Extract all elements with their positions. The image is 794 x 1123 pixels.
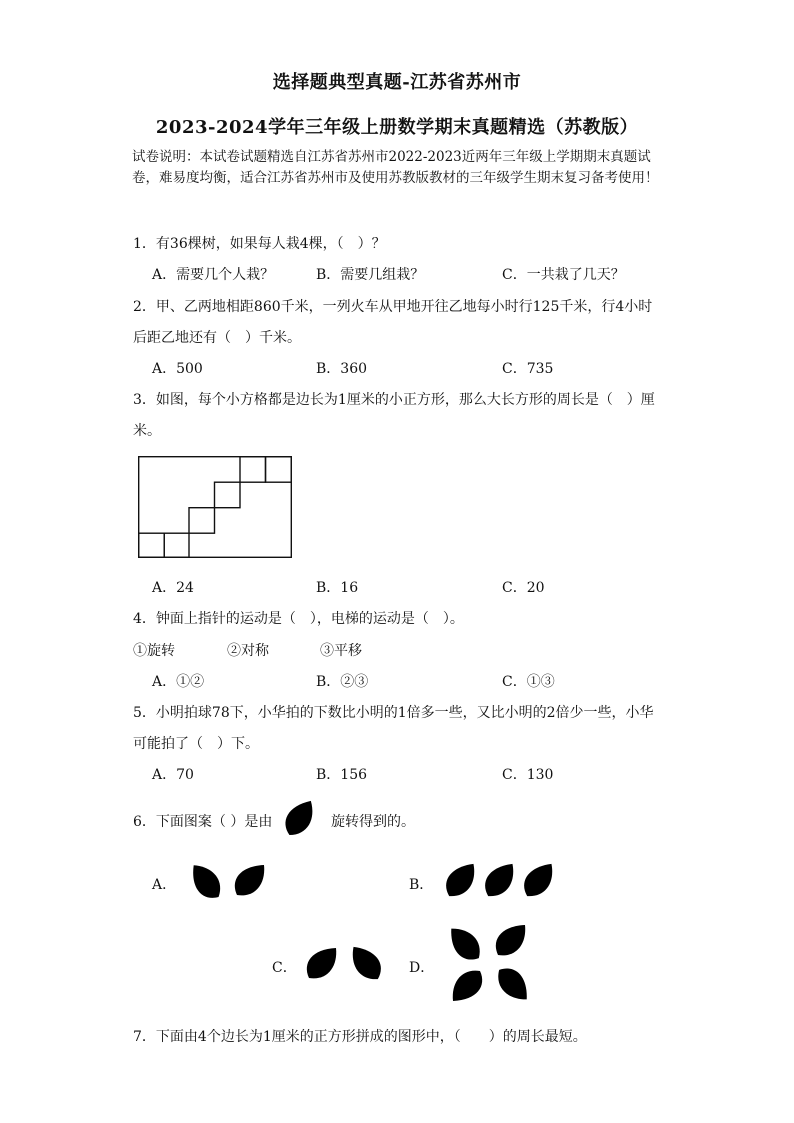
option-c-leaf-figure[interactable] (300, 943, 386, 987)
reference-leaf-icon (280, 800, 320, 840)
question-3-stem-line1: 3．如图，每个小方格都是边长为1厘米的小正方形，那么大长方形的周长是（ ）厘 (133, 392, 655, 408)
question-1-stem: 1．有36棵树，如果每人栽4棵，（ ）？ (133, 236, 386, 252)
question-3-option-b[interactable]: B．16 (316, 580, 359, 596)
question-4-option-b[interactable]: B．②③ (316, 674, 369, 690)
option-d-leaf-figure[interactable] (443, 922, 535, 1008)
question-4-stem: 4．钟面上指针的运动是（ ），电梯的运动是（ ）。 (133, 611, 464, 627)
grid-rectangle-figure (138, 456, 292, 558)
question-1-option-a[interactable]: A．需要几个人栽？ (152, 267, 275, 283)
page-title: 选择题典型真题-江苏省苏州市 (272, 72, 522, 93)
question-2-option-b[interactable]: B．360 (316, 361, 368, 377)
question-1-option-b[interactable]: B．需要几组栽？ (316, 267, 425, 283)
question-4-option-a[interactable]: A．①② (152, 674, 205, 690)
question-5-option-c[interactable]: C．130 (502, 767, 554, 783)
question-5-stem-line1: 5．小明拍球78下，小华拍的下数比小明的1倍多一些，又比小明的2倍少一些，小华 (133, 705, 654, 721)
question-2-stem-line2: 后距乙地还有（ ）千米。 (133, 330, 301, 346)
question-3-option-c[interactable]: C．20 (502, 580, 545, 596)
question-4-choice-1: ①旋转 (133, 643, 175, 659)
question-6-option-d-label[interactable]: D． (409, 960, 435, 976)
question-3-option-a[interactable]: A．24 (152, 580, 194, 596)
question-4-choice-2: ②对称 (227, 643, 269, 659)
question-6-option-a-label[interactable]: A． (152, 877, 177, 893)
question-4-option-c[interactable]: C．①③ (502, 674, 555, 690)
question-3-stem-line2: 米。 (133, 423, 161, 439)
question-4-choice-3: ③平移 (320, 643, 362, 659)
option-b-leaf-figure[interactable] (442, 860, 560, 904)
question-2-stem-line1: 2．甲、乙两地相距860千米，一列火车从甲地开往乙地每小时行125千米，行4小时 (133, 299, 653, 315)
question-5-option-b[interactable]: B．156 (316, 767, 368, 783)
question-5-option-a[interactable]: A．70 (152, 767, 194, 783)
question-7-stem: 7．下面由4个边长为1厘米的正方形拼成的图形中，（ ）的周长最短。 (133, 1029, 587, 1045)
page-subtitle: 2023-2024学年三年级上册数学期末真题精选（苏教版） (155, 117, 639, 138)
question-6-option-c-label[interactable]: C． (272, 960, 297, 976)
question-1-option-c[interactable]: C．一共栽了几天？ (502, 267, 625, 283)
option-a-leaf-figure[interactable] (188, 860, 272, 904)
question-6-stem-after: 旋转得到的。 (331, 814, 415, 830)
question-6-option-b-label[interactable]: B． (409, 877, 434, 893)
question-2-option-a[interactable]: A．500 (152, 361, 203, 377)
question-5-stem-line2: 可能拍了（ ）下。 (133, 736, 259, 752)
question-6-stem-before: 6．下面图案（ ）是由 (133, 814, 273, 830)
intro-text-line2: 卷，难易度均衡，适合江苏省苏州市及使用苏教版教材的三年级学生期末复习备考使用！ (132, 170, 659, 186)
question-2-option-c[interactable]: C．735 (502, 361, 554, 377)
intro-text-line1: 试卷说明：本试卷试题精选自江苏省苏州市2022-2023近两年三年级上学期期末真题试 (132, 149, 651, 165)
